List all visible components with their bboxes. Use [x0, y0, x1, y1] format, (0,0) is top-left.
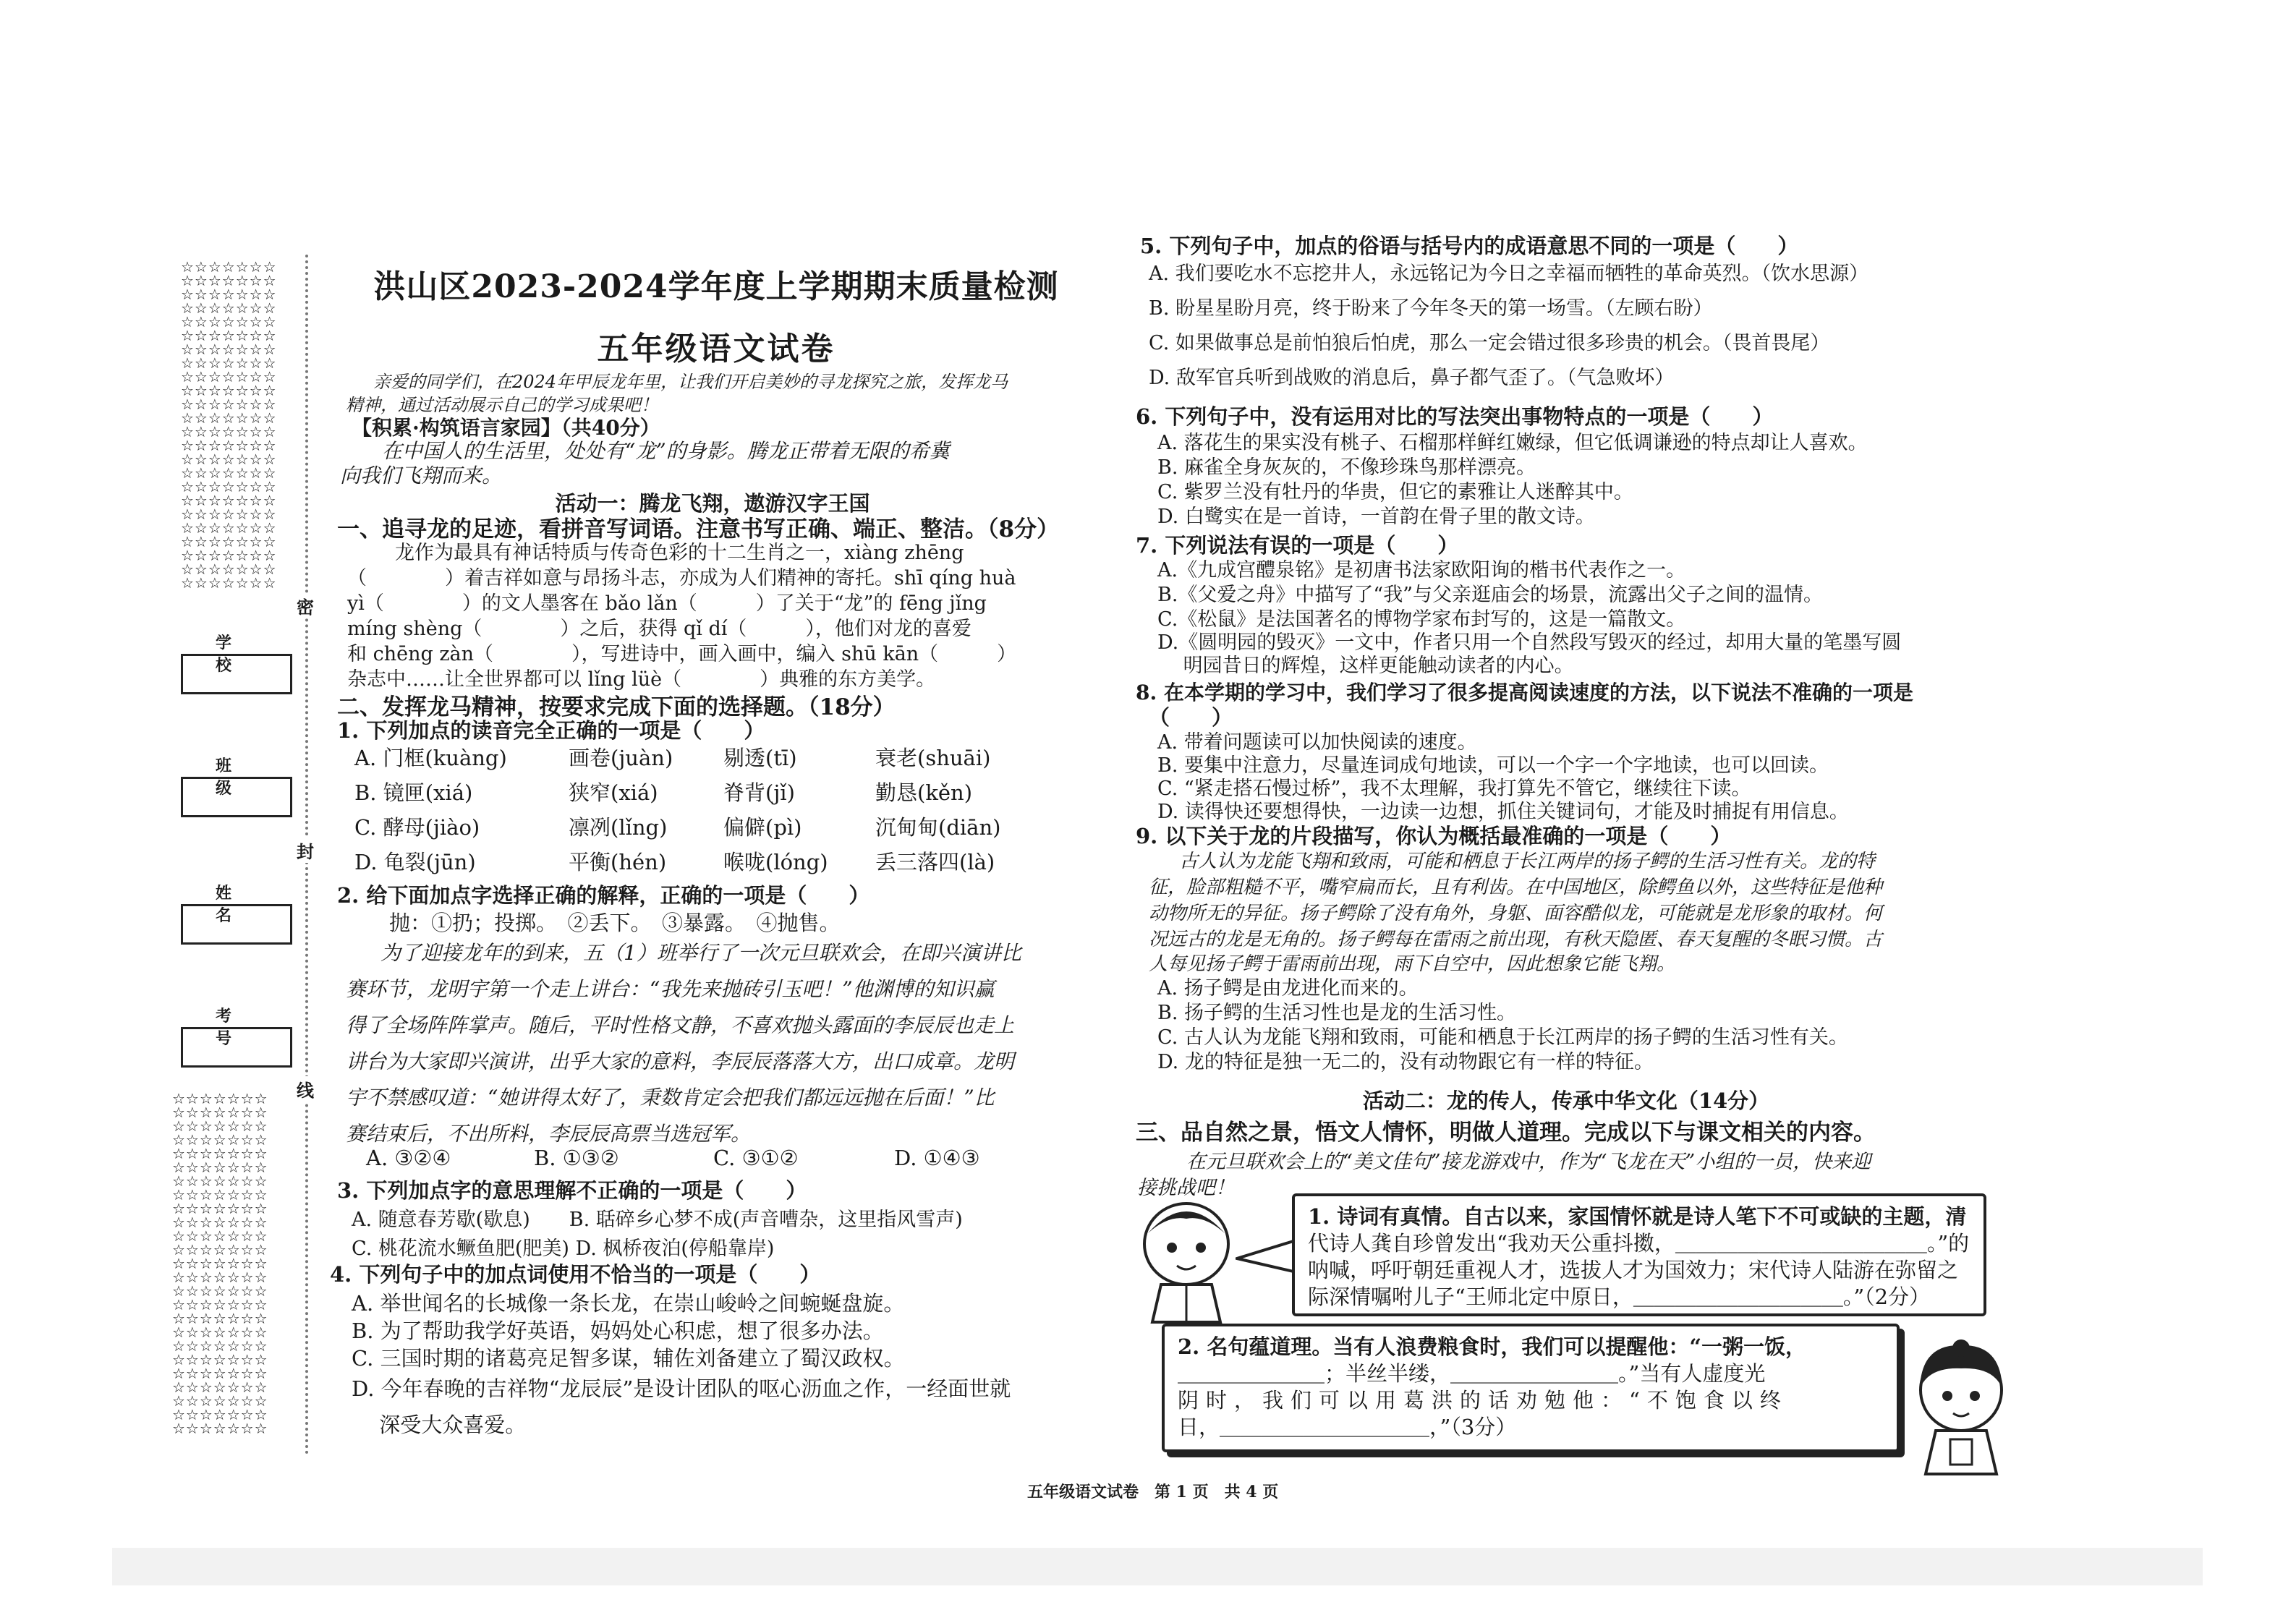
option-line: A. 带着问题读可以加快阅读的速度。: [1157, 731, 1477, 754]
q8-bracket: （ ）: [1149, 705, 1233, 730]
passage-line: 讲台为大家即兴演讲，出乎大家的意料，李辰辰落落大方，出口成章。龙明: [346, 1049, 1015, 1073]
option-line: B.《父爱之舟》中描写了“我”与父亲逛庙会的场景，流露出父子之间的温情。: [1157, 584, 1824, 606]
option-cell: 脊背(jǐ): [723, 780, 795, 805]
q8-stem: 8. 在本学期的学习中，我们学习了很多提高阅读速度的方法，以下说法不准确的一项是: [1136, 681, 1913, 704]
option-line: D. 读得快还要想得快，一边读一边想，抓住关键词句，才能及时捕捉有用信息。: [1157, 801, 1849, 823]
option-line: C. 古人认为龙能飞翔和致雨，可能和栖息于长江两岸的扬子鳄的生活习性有关。: [1157, 1026, 1848, 1049]
passage-line: 宇不禁感叹道：“她讲得太好了，秉数肯定会把我们都远远抛在后面！”比: [346, 1086, 995, 1109]
fold-mark-mi: 密: [297, 593, 314, 618]
q2-3-options-cd: C. 桃花流水鳜鱼肥(肥美) D. 枫桥夜泊(停船靠岸): [352, 1238, 775, 1260]
fold-mark-feng: 封: [297, 838, 314, 863]
option-line: C. 如果做事总是前怕狼后怕虎，那么一定会错过很多珍贵的机会。（畏首畏尾）: [1149, 332, 1830, 354]
bottom-scan-band: [112, 1548, 2203, 1585]
section-heading: 【积累·构筑语言家园】（共40分）: [352, 416, 660, 440]
question-2-title: 二、发挥龙马精神，按要求完成下面的选择题。（18分）: [337, 694, 896, 720]
q2-3-options-ab: A. 随意春芳歇(歇息) B. 聒碎乡心梦不成(声音嘈杂，这里指风雪声): [352, 1209, 963, 1231]
exam-number-field[interactable]: [181, 1027, 292, 1068]
option-line: D. 今年春晚的吉祥物“龙辰辰”是设计团队的呕心沥血之作，一经面世就: [352, 1376, 1011, 1401]
option-line: B. 扬子鳄的生活习性也是龙的生活习性。: [1157, 1002, 1517, 1024]
option-cell: 衰老(shuāi): [875, 746, 991, 770]
option-line: B. 要集中注意力，尽量连词成句地读，可以一个字一个字地读，也可以回读。: [1157, 754, 1829, 777]
question-3-title: 三、品自然之景，悟文人情怀，明做人道理。完成以下与课文相关的内容。: [1136, 1120, 1876, 1146]
q1-line: yì（ ）的文人墨客在 bǎo lǎn（ ）了关于“龙”的 fēng jǐng: [347, 592, 987, 615]
q5-stem: 5. 下列句子中，加点的俗语与括号内的成语意思不同的一项是（ ）: [1140, 234, 1799, 258]
bubble-2-line: ＿＿＿＿＿＿＿；半丝半缕，＿＿＿＿＿＿＿＿。”当有人虚度光: [1178, 1361, 1766, 1386]
star-border-bottom: ☆☆☆☆☆☆☆ ☆☆☆☆☆☆☆ ☆☆☆☆☆☆☆ ☆☆☆☆☆☆☆ ☆☆☆☆☆☆☆ ☆☆☆☆☆☆☆ ☆☆☆☆☆☆☆ ☆☆☆☆☆☆☆ ☆☆☆☆☆☆☆ ☆☆☆☆☆☆☆ ☆☆☆☆☆☆☆ ☆☆☆☆☆☆☆ ☆☆☆☆☆☆☆ ☆☆☆☆☆☆☆ ☆☆☆☆☆☆☆ ☆☆☆☆☆☆☆ ☆☆☆☆☆☆☆ ☆☆☆☆☆☆☆ ☆☆☆☆☆☆☆ ☆☆☆☆☆☆☆ ☆☆☆☆☆☆☆ ☆☆☆☆☆☆☆ ☆☆☆☆☆☆☆ ☆☆☆☆☆☆☆ ☆☆☆☆☆☆☆: [172, 1090, 268, 1437]
question-1-title: 一、追寻龙的足迹，看拼音写词语。注意书写正确、端正、整洁。（8分）: [337, 516, 1060, 542]
field-label-school: 学 校: [215, 634, 250, 675]
bubble-2-line: 阴时，我们可以用葛洪的话劝勉他：“不饱食以终: [1178, 1388, 1788, 1413]
q1-line: míng shèng（ ）之后，获得 qǐ dí（ ），他们对龙的喜爱: [347, 618, 971, 640]
option-line: 明园昔日的辉煌，这样更能触动读者的内心。: [1157, 655, 1574, 677]
option-line: B. 为了帮助我学好英语，妈妈处心积虑，想了很多办法。: [352, 1319, 884, 1343]
option-cell: 凛冽(lǐng): [569, 815, 668, 840]
field-label-class: 班 级: [215, 757, 250, 798]
q1-line: 杂志中……让全世界都可以 lǐng lüè（ ）典雅的东方美学。: [347, 668, 936, 691]
option-cell: C. 酵母(jiào): [354, 815, 480, 840]
option-cell: 偏僻(pì): [723, 815, 802, 840]
q3-lead-2: 接挑战吧！: [1137, 1177, 1235, 1199]
cartoon-girl-illustration: [1907, 1338, 2015, 1475]
q2-4-stem: 4. 下列句子中的加点词使用不恰当的一项是（ ）: [330, 1262, 821, 1287]
q6-stem: 6. 下列句子中，没有运用对比的写法突出事物特点的一项是（ ）: [1136, 404, 1774, 429]
option-line: B. 盼星星盼月亮，终于盼来了今年冬天的第一场雪。（左顾右盼）: [1149, 297, 1713, 320]
option-line: A. 落花生的果实没有桃子、石榴那样鲜红嫩绿，但它低调谦逊的特点却让人喜欢。: [1157, 432, 1868, 454]
option-cell: 狭窄(xiá): [569, 780, 658, 805]
bubble-1-line: 代诗人龚自珍曾发出“我劝天公重抖擞，＿＿＿＿＿＿＿＿＿＿＿＿。”的: [1308, 1231, 1970, 1256]
option-cell: 平衡(hén): [569, 850, 667, 874]
passage-line: 动物所无的异征。扬子鳄除了没有角外，身躯、面容酷似龙，可能就是龙形象的取材。何: [1149, 903, 1883, 924]
q2-3-stem: 3. 下列加点字的意思理解不正确的一项是（ ）: [337, 1178, 807, 1203]
q2-2-definitions: 抛：①扔；投掷。 ②丢下。 ③暴露。 ④抛售。: [389, 911, 841, 935]
lead-line-2: 向我们飞翔而来。: [340, 464, 503, 487]
passage-line: 古人认为龙能飞翔和致雨，可能和栖息于长江两岸的扬子鳄的生活习性有关。龙的特: [1179, 851, 1876, 872]
option-line: 深受大众喜爱。: [352, 1413, 527, 1437]
option-line: D. 龙的特征是独一无二的，没有动物跟它有一样的特征。: [1157, 1051, 1654, 1073]
option-line: D.《圆明园的毁灭》一文中，作者只用一个自然段写毁灭的经过，却用大量的笔墨写圆: [1157, 631, 1902, 654]
q3-lead-1: 在元旦联欢会上的“美文佳句”接龙游戏中，作为“飞龙在天”小组的一员，快来迎: [1186, 1151, 1871, 1173]
option-cell: 喉咙(lóng): [723, 850, 828, 874]
q1-line: （ ）着吉祥如意与昂扬斗志，亦成为人们精神的寄托。shī qíng huà: [347, 567, 1016, 589]
bubble-1-line: 呐喊，呼吁朝廷重视人才，选拔人才为国效力；宋代诗人陆游在弥留之: [1308, 1258, 1959, 1282]
q2-2-stem: 2. 给下面加点字选择正确的解释，正确的一项是（ ）: [337, 883, 870, 908]
star-border-top: ☆☆☆☆☆☆☆ ☆☆☆☆☆☆☆ ☆☆☆☆☆☆☆ ☆☆☆☆☆☆☆ ☆☆☆☆☆☆☆ ☆☆☆☆☆☆☆ ☆☆☆☆☆☆☆ ☆☆☆☆☆☆☆ ☆☆☆☆☆☆☆ ☆☆☆☆☆☆☆ ☆☆☆☆☆☆☆ ☆☆☆☆☆☆☆ ☆☆☆☆☆☆☆ ☆☆☆☆☆☆☆ ☆☆☆☆☆☆☆ ☆☆☆☆☆☆☆ ☆☆☆☆☆☆☆ ☆☆☆☆☆☆☆ ☆☆☆☆☆☆☆ ☆☆☆☆☆☆☆ ☆☆☆☆☆☆☆ ☆☆☆☆☆☆☆ ☆☆☆☆☆☆☆ ☆☆☆☆☆☆☆: [181, 258, 277, 592]
q7-stem: 7. 下列说法有误的一项是（ ）: [1136, 533, 1459, 558]
q9-stem: 9. 以下关于龙的片段描写，你认为概括最准确的一项是（ ）: [1136, 824, 1732, 848]
bubble-1-line: 际深情嘱咐儿子“王师北定中原日，＿＿＿＿＿＿＿＿＿＿。”（2分）: [1308, 1285, 1931, 1309]
q2-2-option-d: D. ①④③: [894, 1146, 980, 1170]
option-line: D. 敌军官兵听到战败的消息后，鼻子都气歪了。（气急败坏）: [1149, 367, 1675, 389]
option-line: C. “紧走搭石慢过桥”，我不太理解，我打算先不管它，继续往下读。: [1157, 778, 1751, 800]
q2-2-option-a: A. ③②④: [366, 1146, 451, 1170]
option-cell: 丢三落四(là): [875, 850, 995, 874]
option-line: A. 举世闻名的长城像一条长龙，在崇山峻岭之间蜿蜒盘旋。: [352, 1291, 905, 1316]
exam-subtitle: 五年级语文试卷: [597, 331, 836, 367]
class-field[interactable]: [181, 777, 292, 817]
name-field[interactable]: [181, 904, 292, 945]
option-line: A. 扬子鳄是由龙进化而来的。: [1157, 977, 1419, 1000]
passage-line: 况远古的龙是无角的。扬子鳄每在雷雨之前出现，有秋天隐匿、春天复醒的冬眠习惯。古: [1149, 929, 1883, 950]
q2-2-option-b: B. ①③②: [534, 1146, 619, 1170]
option-cell: 画卷(juàn): [569, 746, 673, 770]
bubble-2-line: 2. 名句蕴道理。当有人浪费粮食时，我们可以提醒他：“一粥一饭，: [1178, 1334, 1807, 1359]
option-cell: 剔透(tī): [723, 746, 797, 770]
bubble-2-line: 日，＿＿＿＿＿＿＿＿＿＿，”（3分）: [1178, 1415, 1517, 1439]
bubble-2-maxims: [1162, 1324, 1900, 1452]
passage-line: 赛环节，龙明宇第一个走上讲台：“我先来抛砖引玉吧！”他渊博的知识赢: [346, 977, 995, 1001]
speech-pointer: [1236, 1237, 1293, 1280]
option-line: C.《松鼠》是法国著名的博物学家布封写的，这是一篇散文。: [1157, 608, 1686, 631]
option-line: D. 白鹭实在是一首诗，一首韵在骨子里的散文诗。: [1157, 506, 1595, 528]
passage-line: 征，脸部粗糙不平，嘴窄扁而长，且有利齿。在中国地区，除鳄鱼以外，这些特征是他种: [1149, 877, 1883, 898]
school-field[interactable]: [181, 654, 292, 694]
bubble-1-poetry: [1292, 1193, 1986, 1316]
option-line: A.《九成宫醴泉铭》是初唐书法家欧阳询的楷书代表作之一。: [1157, 559, 1686, 582]
fold-mark-xian: 线: [297, 1076, 314, 1102]
cartoon-boy-illustration: [1132, 1193, 1241, 1324]
option-cell: 沉甸甸(diān): [875, 815, 1001, 840]
option-cell: B. 镜匣(xiá): [354, 780, 473, 805]
lead-line-1: 在中国人的生活里，处处有“龙”的身影。腾龙正带着无限的希冀: [382, 439, 950, 463]
option-line: C. 三国时期的诸葛亮足智多谋，辅佐刘备建立了蜀汉政权。: [352, 1346, 905, 1371]
q1-line: 和 chēng zàn（ ），写进诗中，画入画中，编入 shū kān（ ）: [347, 643, 1017, 665]
q2-2-option-c: C. ③①②: [713, 1146, 799, 1170]
passage-line: 赛结束后，不出所料，李辰辰高票当选冠军。: [346, 1122, 752, 1146]
option-cell: 勤恳(kěn): [875, 780, 973, 805]
option-cell: D. 龟裂(jūn): [354, 850, 476, 874]
page-footer: 五年级语文试卷 第 1 页 共 4 页: [1027, 1483, 1279, 1501]
option-line: B. 麻雀全身灰灰的，不像珍珠鸟那样漂亮。: [1157, 456, 1536, 479]
option-line: C. 紫罗兰没有牡丹的华贵，但它的素雅让人迷醉其中。: [1157, 481, 1633, 503]
q2-1-stem: 1. 下列加点的读音完全正确的一项是（ ）: [337, 718, 765, 743]
activity-one-heading: 活动一：腾龙飞翔，遨游汉字王国: [555, 491, 870, 516]
exam-title: 洪山区2023-2024学年度上学期期末质量检测: [373, 268, 1059, 305]
passage-line: 为了迎接龙年的到来，五（1）班举行了一次元旦联欢会，在即兴演讲比: [380, 941, 1021, 965]
passage-line: 人每见扬子鳄于雷雨前出现，雨下自空中，因此想象它能飞翔。: [1149, 953, 1676, 975]
option-cell: A. 门框(kuàng): [354, 746, 507, 770]
intro-line-2: 精神，通过活动展示自己的学习成果吧！: [346, 395, 658, 415]
option-line: A. 我们要吃水不忘挖井人，永远铭记为今日之幸福而牺牲的革命英烈。（饮水思源）: [1149, 263, 1869, 285]
passage-line: 得了全场阵阵掌声。随后，平时性格文静，不喜欢抛头露面的李辰辰也走上: [346, 1013, 1015, 1037]
q1-line: 龙作为最具有神话特质与传奇色彩的十二生肖之一，xiàng zhēng: [395, 542, 964, 564]
intro-line-1: 亲爱的同学们，在2024年甲辰龙年里，让我们开启美妙的寻龙探究之旅，发挥龙马: [373, 372, 1008, 392]
activity-two-heading: 活动二：龙的传人，传承中华文化（14分）: [1362, 1089, 1770, 1113]
field-label-exam-number: 考 号: [215, 1007, 250, 1048]
bubble-1-line: 1. 诗词有真情。自古以来，家国情怀就是诗人笔下不可或缺的主题，清: [1308, 1204, 1967, 1229]
field-label-name: 姓 名: [215, 884, 250, 925]
